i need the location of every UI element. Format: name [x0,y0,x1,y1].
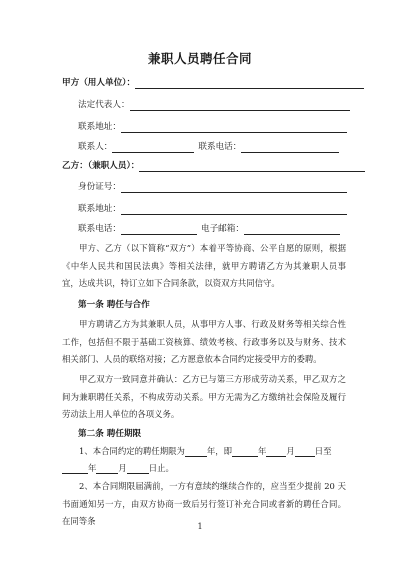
term-years-text: 年，即 [206,446,232,456]
party-b-address-row [78,204,347,215]
end-year-text: 年 [88,463,97,473]
article-1-paragraph-1: 甲方聘请乙方为其兼职人员，从事甲方人事、行政及财务等相关综合性工作，包括但不限于基础工资核算、绩效考核、行政事务以及与财务、技术相关部门、人员的联络对接；乙方愿意依本合同约定接受甲方的委聘。 [62,319,346,364]
end-year-blank [62,463,88,474]
party-b-phone-row [78,224,340,235]
end-month-blank [96,463,118,474]
legal-rep-line [130,101,350,111]
page-number: 1 [197,522,203,531]
start-day-blank [295,446,315,457]
article-2-paragraph-2: 2、本合同期限届满前，一方有意续约继续合作的，应当至少提前 20 天书面通知另一方，由双方协商一致后另行签订补充合同或者新的聘任合同。在同等条 [62,481,346,526]
intro-paragraph: 甲方、乙方（以下简称“双方”）本着平等协商、公平自愿的原则，根据《中华人民共和国民法典》等相关法律，就甲方聘请乙方为其兼职人员事宜，达成共识，特订立如下合同条款，以资双方共同信守。 [62,243,346,288]
party-a-phone-label: 联系电话： [198,142,242,152]
legal-rep-row [78,100,350,111]
article-1-heading: 第一条 聘任与合作 [78,300,150,310]
start-month-blank [266,446,286,457]
party-a-name-line [135,79,364,89]
party-a-contact-row [78,142,339,153]
start-month-text: 月 [286,446,295,456]
term-years-blank [185,446,207,457]
party-b-id-line [121,183,347,193]
party-b-address-label: 联系地址： [78,204,121,214]
party-a-contact-label: 联系人： [78,142,113,152]
article-2-term-line-2 [62,463,174,474]
party-a-heading: 甲方（用人单位）： [62,78,136,88]
party-a-phone-line [241,143,339,153]
legal-rep-label: 法定代表人： [78,100,130,110]
article-2-term-line-1 [79,446,331,457]
party-a-contact-line [112,143,194,153]
party-a-row [62,78,364,89]
start-year-text: 年 [257,446,267,456]
party-b-email-label: 电子邮箱： [200,224,244,234]
term-text: 1、本合同约定的聘任期限为 [79,446,185,456]
party-b-address-line [121,205,347,215]
article-1-paragraph-2: 甲乙双方一致同意并确认：乙方已与第三方形成劳动关系，甲乙双方之间为兼职聘任关系，不构成劳动关系。甲方无需为乙方缴纳社会保险及履行劳动法上用人单位的各项义务。 [62,374,346,419]
party-b-row [62,161,365,172]
article-2-heading: 第二条 聘任期限 [78,429,142,439]
party-b-email-line [244,225,340,235]
page-title: 兼职人员聘任合同 [147,51,252,66]
end-day-blank [127,463,149,474]
party-a-address-label: 联系地址： [78,122,121,132]
party-a-address-row [78,122,347,133]
start-day-text: 日至 [314,446,332,456]
party-b-name-line [139,162,365,172]
party-b-id-label: 身份证号： [78,182,121,192]
party-b-id-row [78,182,347,193]
start-year-blank [232,446,258,457]
end-month-text: 月 [118,463,127,473]
party-b-phone-line [121,225,197,235]
end-day-text: 日止。 [148,463,174,473]
party-b-heading: 乙方：（兼职人员）： [62,161,140,171]
party-b-phone-label: 联系电话： [78,224,121,234]
party-a-address-line [121,123,347,133]
